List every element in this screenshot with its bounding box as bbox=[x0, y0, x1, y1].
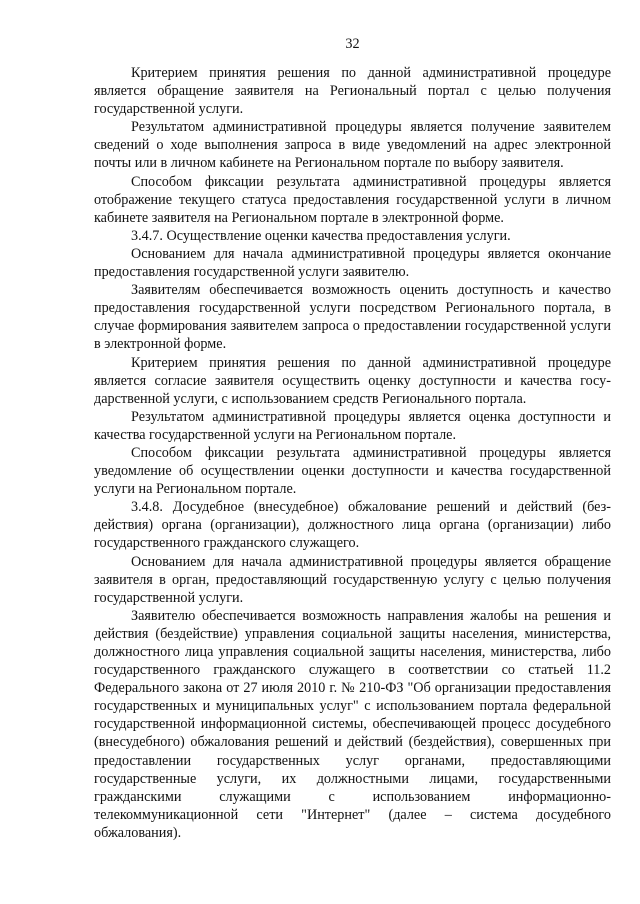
paragraph-quality-opportunity: Заявителям обеспечивается возможность оценить доступность и качество предоставления государственной услуги посредством Регионального портала, в случае формирования заявителем запроса о предоставлении государственной услуги в электронной форме. bbox=[94, 282, 611, 353]
document-page bbox=[94, 36, 611, 842]
paragraph-criterion-consent: Критерием принятия решения по данной административной процедуре является согласие заявителя осуществить оценку доступности и качества государственной услуги, с использованием средств Регионального портала. bbox=[94, 354, 611, 407]
paragraph-complaint-opportunity: Заявителю обеспечивается возможность направления жалобы на решения и действия (бездействие) управления социальной защиты населения, министерства, должностного лица управления социальной защиты населения, министерства, либо государственного гражданского служащего в соответствии со статьей 11.2 Федерального закона от 27 июля 2010 г. № 210-ФЗ "Об организации предоставления государственных и муниципальных услуг" с использованием портала федеральной государственной информационной системы, обеспечивающей процесс досудебного (внесудебного) обжалования решений и действий (бездействия), совершенных при предоставлении государственных услуг органами, предоставляющими государственные услуги, их должностными лицами, государственными гражданскими служащими с использованием информационно-телекоммуникационной сети "Интернет" (далее – система досудебного обжалования). bbox=[94, 607, 611, 841]
paragraph-fixation-quality: Способом фиксации результата административной процедуры является уведомление об осуществлении оценки доступности и качества государственной услуги на Региональном портале. bbox=[94, 444, 611, 498]
paragraph-result-quality: Результатом административной процедуры является оценка доступности и качества государственной услуги на Региональном портале. bbox=[94, 408, 611, 443]
paragraph-result-notification: Результатом административной процедуры является получение заявителем сведений о ходе выполнения запроса в виде уведомлений на адрес электронной почты или в личном кабинете на Региональном портале по выбору заявителя. bbox=[94, 119, 611, 172]
paragraph-basis-quality: Основанием для начала административной процедуры является окончание предоставления государственной услуги заявителю. bbox=[94, 245, 611, 281]
paragraph-fixation-status: Способом фиксации результата административной процедуры является отображение текущего статуса предоставления государственной услуги в личном кабинете заявителя на Региональном портале в электронной форме. bbox=[94, 173, 611, 226]
section-heading-3-4-8: 3.4.8. Досудебное (внесудебное) обжалование решений и действий (бездействия) органа (организации), должностного лица органа (организации) либо государственного гражданского служащего. bbox=[94, 499, 611, 552]
paragraph-basis-appeal: Основанием для начала административной процедуры является обращение заявителя в орган, предоставляющий государственную услугу с целью получения государственной услуги. bbox=[94, 553, 611, 606]
page-number: 32 bbox=[345, 36, 360, 52]
paragraph-criterion-portal: Критерием принятия решения по данной административной процедуре является обращение заявителя на Региональный портал с целью получения государственной услуги. bbox=[94, 65, 611, 118]
section-heading-3-4-7: 3.4.7. Осуществление оценки качества предоставления услуги. bbox=[131, 227, 511, 244]
